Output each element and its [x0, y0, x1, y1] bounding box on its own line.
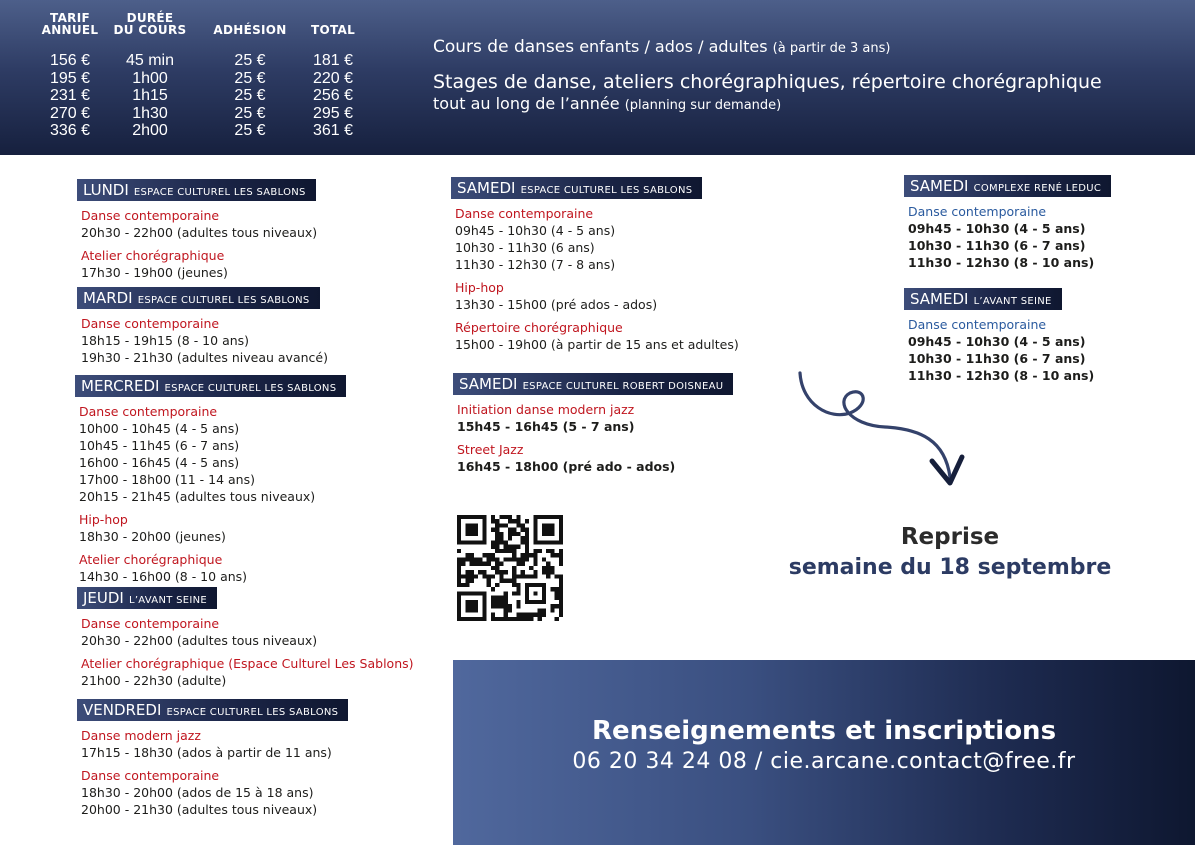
day-header [75, 375, 346, 397]
tariff-cell: 1h00 [132, 69, 168, 87]
course-slot: 10h00 - 10h45 (4 - 5 ans) [79, 421, 240, 436]
course-item [457, 441, 733, 475]
course-title: Danse contemporaine [455, 206, 594, 221]
day-name: MERCREDI [81, 377, 160, 395]
day-name: LUNDI [83, 181, 129, 199]
tariff-col-duration [112, 52, 188, 140]
course-slot: 17h30 - 19h00 (jeunes) [81, 265, 228, 280]
intro-courses-audience: enfants / ados / adultes [574, 37, 773, 56]
course-item [81, 727, 348, 761]
day-courses [75, 403, 346, 585]
day-header [77, 287, 320, 309]
day-courses [904, 203, 1111, 271]
day-venue: ESPACE CULTUREL LES SABLONS [164, 383, 337, 394]
day-name: VENDREDI [83, 701, 162, 719]
intro-year-main: tout au long de l’année [433, 94, 625, 113]
reprise-notice [760, 522, 1140, 584]
course-title: Répertoire chorégraphique [455, 320, 623, 335]
day-venue: ESPACE CULTUREL LES SABLONS [520, 185, 693, 196]
day-name: SAMEDI [459, 375, 518, 393]
course-slot: 18h15 - 19h15 (8 - 10 ans) [81, 333, 250, 348]
day-header [77, 179, 316, 201]
course-slot: 16h45 - 18h00 (pré ado - ados) [457, 459, 676, 474]
course-item [81, 615, 414, 649]
course-item [81, 247, 317, 281]
tariff-cell: 25 € [234, 52, 266, 69]
course-title: Danse contemporaine [81, 768, 220, 783]
tariff-cell: 256 € [312, 87, 354, 105]
course-slot: 16h00 - 16h45 (4 - 5 ans) [79, 455, 240, 470]
curved-arrow-icon [790, 365, 990, 495]
day-courses [451, 205, 739, 353]
course-slot: 09h45 - 10h30 (4 - 5 ans) [455, 223, 616, 238]
tariff-header-total: TOTAL [310, 23, 356, 37]
course-slot: 14h30 - 16h00 (8 - 10 ans) [79, 569, 248, 584]
tariff-col-annual [32, 52, 108, 140]
tariff-header-membership: ADHÉSION [213, 23, 287, 37]
qr-code-icon [457, 515, 563, 621]
tariff-cell: 270 € [49, 104, 91, 122]
day-header [77, 587, 217, 609]
tariff-header-duration: DURÉE DU COURS [113, 11, 187, 37]
tariff-cell: 336 € [49, 122, 91, 140]
day-header [451, 177, 702, 199]
day-block-samedi [453, 373, 733, 475]
course-slot: 21h00 - 22h30 (adulte) [81, 673, 227, 688]
course-title: Danse contemporaine [79, 404, 218, 419]
course-slot: 20h30 - 22h00 (adultes tous niveaux) [81, 225, 318, 240]
day-block-samedi [904, 175, 1111, 271]
course-slot: 18h30 - 20h00 (ados de 15 à 18 ans) [81, 785, 314, 800]
course-item [79, 551, 346, 585]
intro-line-year [433, 94, 1173, 116]
reprise-title: Reprise [900, 524, 1000, 550]
tariff-cell: 231 € [49, 87, 91, 105]
contact-title: Renseignements et inscriptions [591, 716, 1057, 746]
day-header [453, 373, 733, 395]
course-title: Atelier chorégraphique (Espace Culturel Les Sablons) [81, 656, 414, 671]
course-item [81, 655, 414, 689]
course-title: Danse contemporaine [81, 208, 220, 223]
tariff-cell: 361 € [312, 122, 354, 140]
tariff-cell: 295 € [312, 104, 354, 122]
intro-courses-age: (à partir de 3 ans) [772, 41, 891, 56]
course-slot: 17h00 - 18h00 (11 - 14 ans) [79, 472, 255, 487]
day-venue: ESPACE CULTUREL LES SABLONS [133, 187, 306, 198]
course-item [455, 319, 739, 353]
course-slot: 10h30 - 11h30 (6 ans) [455, 240, 595, 255]
tariff-cell: 25 € [234, 69, 266, 87]
day-venue: ESPACE CULTUREL LES SABLONS [137, 295, 310, 306]
day-name: JEUDI [83, 589, 124, 607]
course-slot: 11h30 - 12h30 (7 - 8 ans) [455, 257, 616, 272]
tariff-cell: 1h15 [132, 87, 168, 105]
tariff-cell: 45 min [125, 52, 175, 69]
course-slot: 13h30 - 15h00 (pré ados - ados) [455, 297, 658, 312]
course-slot: 15h45 - 16h45 (5 - 7 ans) [457, 419, 635, 434]
course-title: Danse contemporaine [81, 316, 220, 331]
course-slot: 20h15 - 21h45 (adultes tous niveaux) [79, 489, 316, 504]
course-slot: 11h30 - 12h30 (8 - 10 ans) [908, 255, 1095, 270]
day-courses [77, 315, 328, 366]
course-title: Hip-hop [455, 280, 504, 295]
intro-line-stages: Stages de danse, ateliers chorégraphiques, répertoire chorégraphique [433, 71, 1102, 93]
day-venue: L’AVANT SEINE [128, 595, 208, 606]
tariff-cell: 195 € [49, 69, 91, 87]
course-title: Hip-hop [79, 512, 128, 527]
course-title: Danse contemporaine [81, 616, 220, 631]
course-title: Danse modern jazz [81, 728, 201, 743]
contact-details[interactable]: 06 20 34 24 08 / cie.arcane.contact@free.fr [572, 749, 1076, 774]
course-slot: 17h15 - 18h30 (ados à partir de 11 ans) [81, 745, 332, 760]
course-slot: 18h30 - 20h00 (jeunes) [79, 529, 226, 544]
course-item [457, 401, 733, 435]
day-header [77, 699, 348, 721]
intro-courses-main: Cours de danses [433, 37, 575, 57]
course-item [79, 403, 346, 505]
course-title: Street Jazz [457, 442, 524, 457]
reprise-date: semaine du 18 septembre [788, 555, 1112, 580]
day-block-mardi [77, 287, 328, 366]
day-courses [77, 207, 317, 281]
tariff-cell: 25 € [234, 104, 266, 122]
course-slot: 20h30 - 22h00 (adultes tous niveaux) [81, 633, 318, 648]
day-name: MARDI [83, 289, 133, 307]
course-slot: 15h00 - 19h00 (à partir de 15 ans et adultes) [455, 337, 739, 352]
course-slot: 11h30 - 12h30 (8 - 10 ans) [908, 368, 1095, 383]
day-name: SAMEDI [910, 177, 969, 195]
tariff-cell: 25 € [234, 87, 266, 105]
course-item [81, 767, 348, 818]
day-venue: ESPACE CULTUREL ROBERT DOISNEAU [522, 381, 724, 392]
day-block-jeudi [77, 587, 414, 689]
tariff-col-membership [208, 52, 292, 140]
course-slot: 09h45 - 10h30 (4 - 5 ans) [908, 334, 1086, 349]
intro-year-note: (planning sur demande) [624, 98, 782, 113]
header-band [0, 0, 1195, 155]
course-title: Atelier chorégraphique [79, 552, 223, 567]
course-item [455, 205, 739, 273]
course-slot: 09h45 - 10h30 (4 - 5 ans) [908, 221, 1086, 236]
course-title: Danse contemporaine [908, 204, 1047, 219]
course-item [455, 279, 739, 313]
day-header [904, 288, 1062, 310]
course-title: Danse contemporaine [908, 317, 1047, 332]
course-title: Initiation danse modern jazz [457, 402, 635, 417]
course-slot: 20h00 - 21h30 (adultes tous niveaux) [81, 802, 318, 817]
day-header [904, 175, 1111, 197]
course-item [79, 511, 346, 545]
course-item [81, 207, 317, 241]
tariff-cell: 156 € [49, 52, 91, 69]
course-title: Atelier chorégraphique [81, 248, 225, 263]
course-slot: 19h30 - 21h30 (adultes niveau avancé) [81, 350, 328, 365]
contact-panel [453, 660, 1195, 845]
tariff-cell: 220 € [312, 69, 354, 87]
tariff-cell: 2h00 [132, 122, 168, 140]
day-venue: ESPACE CULTUREL LES SABLONS [166, 707, 339, 718]
tariff-cell: 1h30 [132, 104, 168, 122]
tariff-cell: 181 € [312, 52, 354, 69]
day-courses [453, 401, 733, 475]
day-name: SAMEDI [457, 179, 516, 197]
course-slot: 10h45 - 11h45 (6 - 7 ans) [79, 438, 240, 453]
course-slot: 10h30 - 11h30 (6 - 7 ans) [908, 351, 1086, 366]
day-block-mercredi [75, 375, 346, 585]
course-item [908, 203, 1111, 271]
course-item [81, 315, 328, 366]
day-venue: COMPLEXE RENÉ LEDUC [973, 183, 1102, 194]
intro-text [433, 36, 1173, 116]
day-venue: L’AVANT SEINE [973, 296, 1052, 307]
day-courses [77, 615, 414, 689]
tariff-cell: 25 € [234, 122, 266, 140]
intro-line-courses [433, 36, 1173, 60]
day-block-samedi [451, 177, 739, 353]
day-block-lundi [77, 179, 317, 281]
day-courses [77, 727, 348, 818]
day-block-vendredi [77, 699, 348, 818]
course-slot: 10h30 - 11h30 (6 - 7 ans) [908, 238, 1086, 253]
tariff-col-total [298, 52, 368, 140]
tariff-header-annual: TARIF ANNUEL [41, 11, 99, 37]
day-name: SAMEDI [910, 290, 969, 308]
